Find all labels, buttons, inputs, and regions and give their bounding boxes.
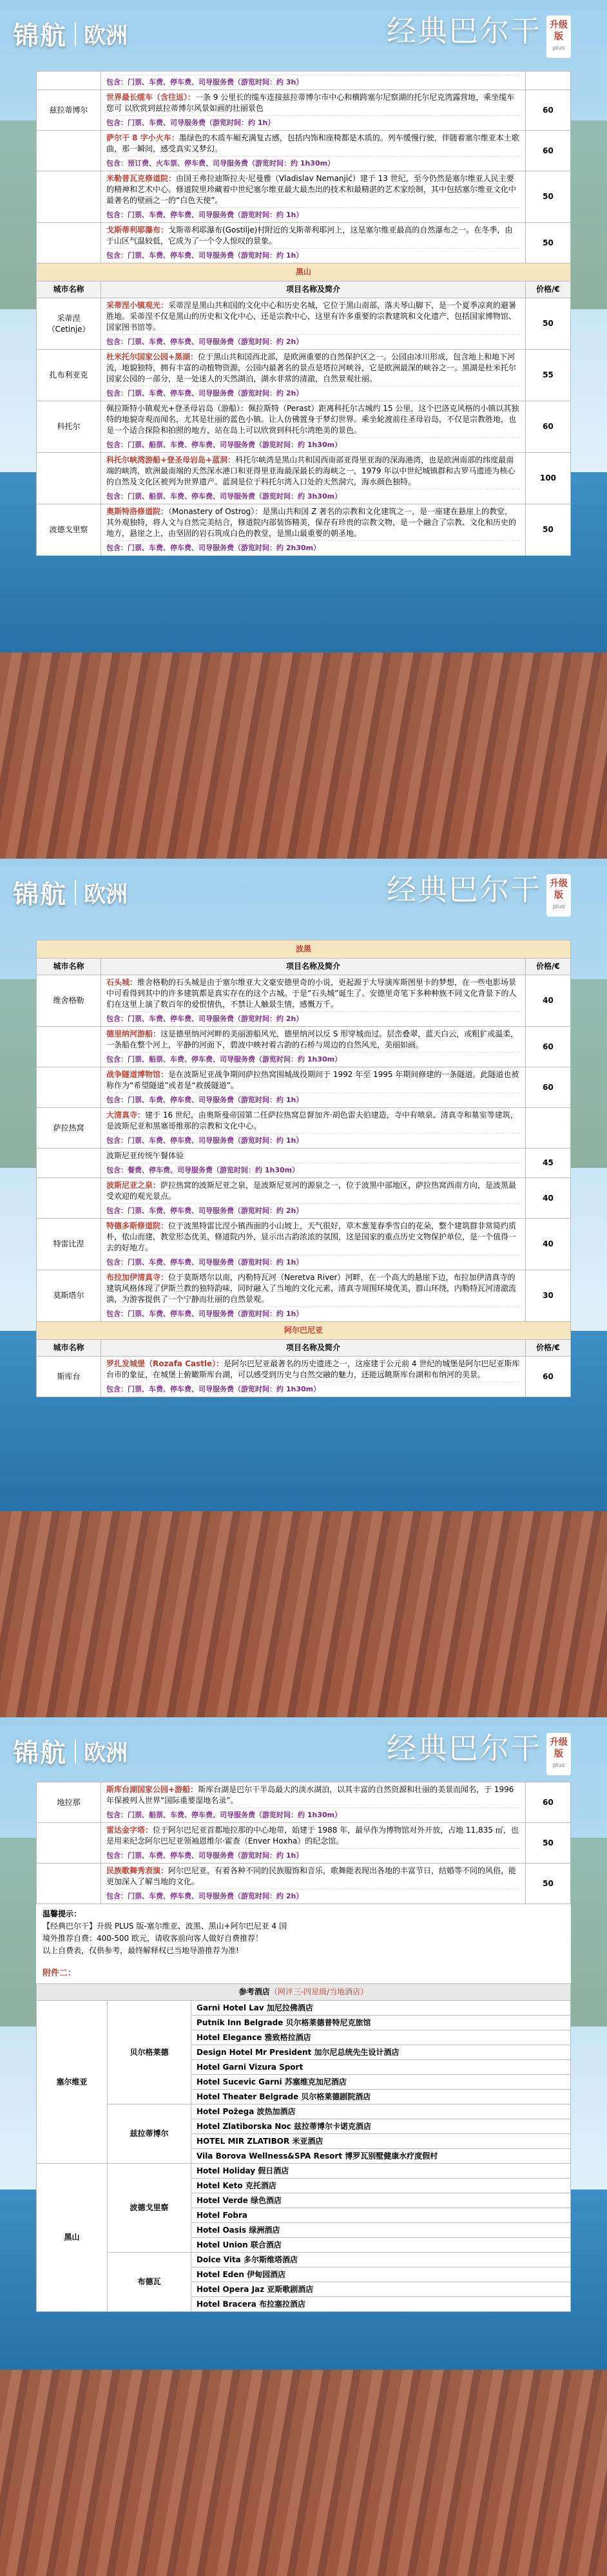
hotel-name: HOTEL MIR ZLATIBOR 米亚酒店 — [191, 2134, 571, 2149]
item-cell — [101, 1027, 526, 1067]
table-card — [36, 71, 571, 556]
hotel-name: Hotel Opera Jaz 亚斯歌剧酒店 — [191, 2282, 571, 2297]
item-desc: 一条 9 公里长的缆车连接兹拉蒂博尔市中心和横跨塞尔尼察湖的托尔尼克湾露营地，乘坐缆车您可 以欣赏到兹拉蒂博尔风景如画的壮丽景色 — [106, 93, 515, 113]
section-title: 阿尔巴尼亚 — [37, 1322, 571, 1340]
header — [0, 1717, 607, 1779]
item-cell — [101, 223, 526, 263]
table-row — [37, 504, 571, 556]
hotel-table — [36, 1983, 571, 2312]
table-row — [37, 1823, 571, 1864]
item-name: 斯库台湖国家公园+游船： — [106, 1785, 198, 1794]
item-cell — [101, 1357, 526, 1397]
col-items: 项目名称及简介 — [101, 281, 526, 298]
item-name: 杜米托尔国家公园+黑湖： — [106, 352, 198, 361]
city-cell: 莫斯塔尔 — [37, 1270, 101, 1322]
item-cell — [101, 298, 526, 350]
item-desc: 科托尔峡湾是黑山共和国西南部亚得里亚海的深海港湾，也是欧洲南部的纬度最南端的峡湾，欧洲最南端的天然深水港口和亚得里亚海最深最长的海峡之一，1979 年以中世纪城镇群和古罗马遗迹为核心的自然及文化区被列为世界遗产。蓝洞是位于科托尔湾入口处的天然洞穴，海水颜色独特。 — [106, 455, 515, 486]
item-desc: 位于莫斯塔尔以南，内勒特瓦河（Neretva River）河畔，在一个高大的悬崖下边，布拉加伊清真寺的建筑风格体现了伊斯兰教的独特韵味，同时融入了当地的文化元素，清真寺周围环境优美，群山环绕，内勒特瓦河清澈流淌，为游客提供了一个宁静而壮丽的自然景观。 — [106, 1273, 517, 1304]
hotel-city-cell: 布德瓦 — [108, 2253, 191, 2312]
price-cell: 30 — [526, 1270, 571, 1322]
city-cell — [37, 1067, 101, 1108]
price-cell — [526, 1108, 571, 1149]
hotel-name: Hotel Verde 绿色酒店 — [191, 2193, 571, 2208]
item-cell — [101, 401, 526, 453]
item-desc: 是阿尔巴尼亚最著名的历史遗迹之一，这座建于公元前 4 世纪的城堡是阿尔巴尼亚斯库台市的象征，在城堡上俯瞰斯库台湖，可以感受到历史与自然交融的魅力，还能远眺斯库台湖和布纳河的美景。 — [106, 1359, 520, 1379]
item-cell — [101, 1108, 526, 1149]
item-cell — [101, 1782, 526, 1823]
hotel-name: Hotel Eden 伊甸园酒店 — [191, 2267, 571, 2282]
item-name: 民族歌舞秀表演： — [106, 1866, 169, 1875]
item-cell — [101, 1270, 526, 1322]
item-meta: 包含：门票、车费、停车费、司导服务费（游览时间：约 1h） — [106, 1306, 520, 1319]
page-panel-3 — [0, 1717, 607, 2576]
item-cell — [101, 504, 526, 556]
table-row — [37, 1357, 571, 1397]
item-meta: 包含：门票、车费、停车费、司导服务费（游览时间：约 1h） — [106, 1133, 520, 1146]
section-title: 波黑 — [37, 940, 571, 959]
price-cell: 45 — [526, 1149, 571, 1178]
item-cell — [101, 171, 526, 223]
item-meta: 包含：门票、车费、停车费、司导服务费（游览时间：约 1h） — [106, 1092, 520, 1105]
city-cell: 地拉那 — [37, 1782, 101, 1823]
price-cell: 40 — [526, 1219, 571, 1270]
tip-line: 境外推荐自费：400-500 欧元，请收客前向客人做好自费推荐！ — [43, 1934, 263, 1943]
city-cell: 维舍格勒 — [37, 975, 101, 1027]
price-cell: 50 — [526, 504, 571, 556]
city-cell — [37, 171, 101, 223]
page-panel-2 — [0, 859, 607, 1717]
item-cell — [101, 1864, 526, 1904]
item-name: 萨尔干 8 字小火车： — [106, 133, 179, 142]
hotel-name: Hotel Sucevic Garni 苏塞维克加尼酒店 — [191, 2075, 571, 2090]
price-cell: 60 — [526, 1067, 571, 1108]
item-cell — [101, 90, 526, 131]
item-meta: 包含：门票、车费、停车费、司导服务费（游览时间：约 2h） — [106, 386, 520, 399]
price-table — [36, 1782, 571, 1904]
hotel-name: Hotel Theater Belgrade 贝尔格莱德剧院酒店 — [191, 2090, 571, 2104]
table-row — [37, 171, 571, 223]
item-desc: 是在波斯尼亚战争期间萨拉热窝围城战役期间于 1992 年至 1995 年期间修建的一条隧道。此隧道也被称作为“希望隧道”或者是“救援隧道”。 — [106, 1070, 519, 1090]
item-meta: 包含：门票、车费、停车费、司导服务费（游览时间：约 2h） — [106, 334, 520, 347]
table-row — [37, 1067, 571, 1108]
price-cell: 50 — [526, 298, 571, 350]
table-row — [37, 401, 571, 453]
hotel-name: Design Hotel Mr President 加尔尼总统先生设计酒店 — [191, 2045, 571, 2060]
item-meta: 包含：门票、船票、车费、停车费、司导服务费（游览时间：约 3h30m） — [106, 489, 520, 502]
hotel-name: Hotel Bracera 布拉塞拉酒店 — [191, 2297, 571, 2312]
attachment-title: 附件二： — [43, 1969, 77, 1978]
price-cell: 40 — [526, 975, 571, 1027]
item-name: 特德多斯修道院： — [106, 1221, 169, 1230]
price-cell: 60 — [526, 1357, 571, 1397]
city-cell: 萨拉热窝 — [37, 1108, 101, 1149]
col-items: 项目名称及简介 — [101, 959, 526, 975]
price-cell: 50 — [526, 1823, 571, 1864]
city-cell: 斯库台 — [37, 1357, 101, 1397]
page-title: 经典巴尔干 升级版 plus — [387, 8, 571, 58]
section-title: 黑山 — [37, 263, 571, 281]
hotel-name: Hotel Holiday 假日酒店 — [191, 2164, 571, 2179]
price-cell: 50 — [526, 223, 571, 263]
header — [0, 0, 607, 62]
item-desc: 由国王弗拉迪斯拉夫·尼曼雅（Vladislav Nemanjić）建于 13 世纪，至今仍然是塞尔维亚人民主要的精神和艺术中心。修道院里珍藏着中世纪塞尔维亚最大最杰出的技术和最精湛的艺术家绘制，其中包括塞尔维亚文化中最著名的壁画之一的“白色天使”。 — [106, 174, 517, 205]
table-row — [37, 131, 571, 171]
table-row — [37, 1782, 571, 1823]
price-cell — [526, 72, 571, 90]
page-title: 经典巴尔干 升级版 plus — [387, 866, 571, 917]
table-row — [37, 223, 571, 263]
item-name: 雷达金字塔： — [106, 1826, 153, 1835]
country-cell: 塞尔维亚 — [37, 2001, 108, 2164]
hotel-row — [37, 2253, 571, 2267]
item-meta: 包含：门票、船票、车费、停车费、司导服务费（游览时间：约 1h30m） — [106, 437, 520, 450]
item-meta: 包含：门票、船票、车费、停车费、司导服务费（游览时间：约 1h30m） — [106, 1808, 520, 1820]
city-cell — [37, 1823, 101, 1864]
price-cell: 50 — [526, 171, 571, 223]
item-meta: 包含：门票、船票、车费、停车费、司导服务费（游览时间：约 1h30m） — [106, 1052, 520, 1065]
col-city: 城市名称 — [37, 281, 101, 298]
price-cell: 60 — [526, 401, 571, 453]
item-cell — [101, 975, 526, 1027]
item-name: 世界最长缆车（含往返）： — [106, 93, 196, 102]
item-cell — [101, 131, 526, 171]
header — [0, 859, 607, 921]
hotel-name: Hotel Oasis 绿洲酒店 — [191, 2223, 571, 2238]
city-cell — [37, 72, 101, 90]
item-name: 采蒂涅小镇观光： — [106, 301, 169, 310]
hotel-name: Dolce Vita 多尔斯维塔酒店 — [191, 2253, 571, 2267]
item-name: 米勒普瓦克修道院： — [106, 174, 177, 183]
item-cell — [101, 1149, 526, 1178]
table-row — [37, 90, 571, 131]
item-desc: 戈斯蒂利耶瀑布(Gostilje)村附近的戈斯蒂利耶河上，这是塞尔维亚最高的自然瀑布之一。在冬季，由于山区气温较低，它成为了一个令人惊叹的景象。 — [106, 225, 513, 245]
price-cell: 55 — [526, 350, 571, 401]
hotel-name: Hotel Fobra — [191, 2208, 571, 2223]
hotel-name: Hotel Zlatiborska Noc 兹拉蒂博尔卡诺克酒店 — [191, 2119, 571, 2134]
item-desc: 维舍格勒的石头城是由于塞尔维亚大文豪安德里奇的小说，更起源于大导演库斯图里卡的梦想，在一些电影场景中可看得到其中的许多建筑都是真实存在的这个古城。于是“石头城”诞生了。安德里奇笔下多种种族不同文化背景下的人们在这里上演了数百年的爱恨情仇，不禁让人触景生情，感慨万千。 — [106, 978, 517, 1009]
item-desc: 萨拉热窝的波斯尼亚之泉，是波斯尼亚河的源泉之一，位于波黑中部地区，萨拉热窝西南方向，是波黑最受欢迎的观光景点。 — [106, 1181, 517, 1201]
hotel-name: Hotel Union 联合酒店 — [191, 2238, 571, 2253]
item-name: 德里纳河游船： — [106, 1029, 161, 1038]
item-desc: 这是德里纳河河畔的美丽游船风光，德里纳河以反 S 形穿城而过。层峦叠翠，蓝天白云，或粗犷或温柔，一条船在整个河上，平静的河面下，碧波中映衬着古韵的石桥与周边的自然风光，美丽如画。 — [106, 1029, 519, 1049]
item-name: 大清真寺： — [106, 1111, 146, 1120]
city-cell — [37, 1149, 101, 1178]
city-cell: 科托尔 — [37, 401, 101, 453]
col-city: 城市名称 — [37, 1340, 101, 1357]
page-title: 经典巴尔干 升级版 plus — [387, 1725, 571, 1775]
item-desc: 位于波黑特雷比涅小镇西面的小山坡上，天气很好，草木葱茏春季雪白的花朵，整个建筑群非常简约质朴，依山而建，教堂形态优美，修道院内外，显示出古韵浓浓的氛围，这是国家的重点历史文物保护单位，是一个值得一去的好地方。 — [106, 1221, 517, 1252]
item-desc: 墨绿色的木质车厢充满复古感，包括内饰和座椅都是木质的。列车缓慢行驶，伴随着塞尔维亚本土歌曲，那一瞬间，感受真实又梦幻。 — [106, 133, 519, 153]
item-cell — [101, 1067, 526, 1108]
hotel-name: Hotel Keto 克托酒店 — [191, 2179, 571, 2193]
item-meta: 包含：门票、车费、停车费、司导服务费（游览时间：约 1h） — [106, 207, 520, 220]
table-row — [37, 1270, 571, 1322]
table-row — [37, 1149, 571, 1178]
city-cell: 兹拉蒂博尔 — [37, 90, 101, 131]
hotel-name: Hotel Požega 波热加酒店 — [191, 2104, 571, 2119]
item-desc: 波斯尼亚传统午餐体验 — [106, 1151, 184, 1160]
item-cell — [101, 1823, 526, 1864]
col-price: 价格/€ — [526, 959, 571, 975]
col-price: 价格/€ — [526, 1340, 571, 1357]
price-cell: 60 — [526, 1782, 571, 1823]
item-meta: 包含：门票、车费、停车费、司导服务费（游览时间：约 2h） — [106, 1889, 520, 1902]
country-cell: 黑山 — [37, 2164, 108, 2312]
item-desc: 位于阿尔巴尼亚首都地拉那的中心地带，始建于 1988 年，最早作为博物馆对外开放，占地 11,835 ㎡，也是用来纪念阿尔巴尼亚领袖恩维尔·霍查（Enver Hoxha）的纪念馆。 — [106, 1826, 519, 1846]
item-cell — [101, 453, 526, 504]
table-row — [37, 298, 571, 350]
city-cell: 扎布利亚克 — [37, 350, 101, 401]
item-meta: 包含：门票、车费、停车费、司导服务费（游览时间：约 1h30m） — [106, 1382, 520, 1395]
city-cell — [37, 453, 101, 504]
item-name: 戈斯蒂利耶瀑布： — [106, 225, 169, 234]
city-cell — [37, 1178, 101, 1219]
tip-line: 以上自费表，仅供参考，最终解释权已当地导游推荐为准! — [43, 1946, 239, 1955]
hotel-subtitle: （网评三-四星级/当地酒店） — [269, 1987, 369, 1996]
city-cell — [37, 131, 101, 171]
price-cell: 60 — [526, 131, 571, 171]
price-table — [36, 940, 571, 1397]
item-cell — [101, 72, 526, 90]
table-card — [36, 940, 571, 1397]
table-row — [37, 1864, 571, 1904]
item-desc: 建于 16 世纪，由奥斯曼帝国第二任萨拉热窝总督加齐·胡色雷夫伯建造，寺中有喷泉、清真寺和墓室等建筑，是波斯尼亚和黑塞哥维那的宗教和文化中心。 — [106, 1111, 518, 1131]
price-cell: 60 — [526, 1027, 571, 1067]
table-row — [37, 72, 571, 90]
price-table — [36, 71, 571, 556]
item-desc: 佩拉斯特小镇观光+登圣母岩岛（游船）：佩拉斯特（Perast）距离科托尔古城约 15 公里，这个巴洛克风格的小镇以其独特的地貌奇观而闻名，尤其是壮丽的蓝色小镇。让人仿佛置身于梦幻世界。乘坐轮渡前往圣母岩岛，不仅是宗教胜地，也是一个适合探险和拍照的地方，站在岛上可以欣赏到科托尔湾绝美的景色。 — [106, 404, 519, 435]
city-cell: 特雷比涅 — [37, 1219, 101, 1270]
city-cell — [37, 1027, 101, 1067]
item-meta: 包含：门票、车费、停车费、司导服务费（游览时间：约 1h） — [106, 1848, 520, 1861]
item-meta: 包含：门票、车费、停车费、司导服务费（游览时间：约 2h） — [106, 1203, 520, 1216]
tips-title: 温馨提示： — [43, 1909, 82, 1918]
hotel-city-cell: 兹拉蒂博尔 — [108, 2104, 191, 2164]
item-meta: 包含：门票、车费、停车费、司导服务费（游览时间：约 2h30m） — [106, 540, 520, 553]
item-name: 石头城： — [106, 978, 138, 987]
item-meta: 包含：餐费、停车费、司导服务费（游览时间：约 1h30m） — [106, 1163, 520, 1176]
hotel-name: Garni Hotel Lav 加尼拉佛酒店 — [191, 2001, 571, 2016]
price-cell: 40 — [526, 1178, 571, 1219]
hotel-row — [37, 2164, 571, 2179]
brand-logo: 锦航 欧洲 — [13, 879, 128, 910]
tip-line: 【经典巴尔干】升级 PLUS 版-塞尔维亚、波黑、黑山+阿尔巴尼亚 4 国 — [43, 1922, 287, 1931]
brand-logo: 锦航 欧洲 — [13, 1738, 128, 1768]
hotel-title: 参考酒店 — [238, 1987, 270, 1996]
hotel-row — [37, 2104, 571, 2119]
item-desc: 斯库台湖是巴尔干半岛最大的淡水湖泊，以其丰富的自然资源和壮丽的美景而闻名，于 1996 年保被列入世界“国际重要湿地名录”。 — [106, 1785, 514, 1805]
item-desc: 采蒂涅是黑山共和国的文化中心和历史名城，它位于黑山南部，落夫琴山脚下，是一个夏季凉爽的避暑胜地。采蒂涅不仅是黑山的历史和文化中心，还是宗教中心，这里有许多重要的宗教建筑和文化遗产，包括国家博物馆、国家图书馆等。 — [106, 301, 517, 332]
hotel-name: Vila Borova Wellness&SPA Resort 博罗瓦别墅健康水疗度假村 — [191, 2149, 571, 2164]
price-cell: 100 — [526, 453, 571, 504]
table-row — [37, 1027, 571, 1067]
item-name: 战争隧道博物馆： — [106, 1070, 169, 1079]
item-meta: 包含：门票、车费、停车费、司导服务费（游览时间：约 1h） — [106, 1255, 520, 1268]
item-meta: 包含：预订费、火车票、停车费、司导服务费（游览时间：约 1h30m） — [106, 156, 520, 169]
table-row — [37, 453, 571, 504]
item-name: 科托尔峡湾游船+登圣母岩岛+蓝洞： — [106, 455, 236, 464]
table-row — [37, 1178, 571, 1219]
price-cell: 50 — [526, 1864, 571, 1904]
hotel-city-cell: 贝尔格莱德 — [108, 2001, 191, 2104]
item-name: 罗扎发城堡（Rozafa Castle）： — [106, 1359, 224, 1368]
item-meta: 包含：门票、车费、停车费、司导服务费（游览时间：约 1h） — [106, 248, 520, 261]
table-row — [37, 1219, 571, 1270]
city-cell — [37, 223, 101, 263]
hotel-city-cell: 波德戈里察 — [108, 2164, 191, 2253]
table-row — [37, 975, 571, 1027]
tips-note — [36, 1904, 571, 1961]
col-price: 价格/€ — [526, 281, 571, 298]
item-desc: （Monastery of Ostrog）：是黑山共和国 Z 著名的宗教和文化建筑之一，是一座建在悬崖上的教堂，其外观独特，将人文与自然完美结合，修道院内部装饰精美，保存有珍贵的宗教文物，是一个融合了宗教、文化和历史的地方，悬崖之上，由坚固的岩石筑成白色的教堂，是黑山最重要的朝圣地。 — [106, 507, 517, 538]
city-cell — [37, 1864, 101, 1904]
item-meta: 包含：门票、车费、停车费、司导服务费（游览时间：约 2h） — [106, 1011, 520, 1024]
item-desc: 位于黑山共和国西北部，是欧洲重要的自然保护区之一。公园由冰川形成，包含地上和地下河流，地貌独特，拥有丰富的动植物资源，公园内最著名的景点是塔拉河峡谷，它是欧洲最深的峡谷之一。黑湖是杜米托尔国家公园的一部分，是一处迷人的天然湖泊，湖水非常的清澈，自然景观壮丽。 — [106, 352, 517, 383]
item-name: 布拉加伊清真寺： — [106, 1273, 169, 1282]
hotel-name: Hotel Elegance 雅致格拉酒店 — [191, 2030, 571, 2045]
item-cell — [101, 1219, 526, 1270]
city-cell: 采蒂涅（Cetinje） — [37, 298, 101, 350]
table-row — [37, 1108, 571, 1149]
col-items: 项目名称及简介 — [101, 1340, 526, 1357]
price-cell: 60 — [526, 90, 571, 131]
hotel-name: Putnik Inn Belgrade 贝尔格莱德普特尼克旅馆 — [191, 2016, 571, 2030]
brand-logo: 锦航 欧洲 — [13, 21, 128, 51]
item-name: 奥斯特洛修道院： — [106, 507, 169, 516]
page-panel-1 — [0, 0, 607, 859]
item-name: 波斯尼亚之泉： — [106, 1181, 161, 1190]
col-city: 城市名称 — [37, 959, 101, 975]
item-desc: 阿尔巴尼亚，有着各种不同的民族服饰和音乐，歌舞能表现出各地的丰富节日，结婚等不同的风俗，能更加深入了解当地的文化。 — [106, 1866, 517, 1886]
table-row — [37, 350, 571, 401]
item-meta: 包含：门票、车费、停车费、司导服务费（游览时间：约 3h） — [106, 75, 520, 88]
item-meta: 包含：门票、车费、司导服务费（游览时间：约 1h） — [106, 115, 520, 128]
table-card — [36, 1782, 571, 2312]
item-cell — [101, 350, 526, 401]
hotel-row — [37, 2001, 571, 2016]
hotel-name: Hotel Garni Vizura Sport — [191, 2060, 571, 2075]
item-cell — [101, 1178, 526, 1219]
city-cell: 波德戈里察 — [37, 504, 101, 556]
